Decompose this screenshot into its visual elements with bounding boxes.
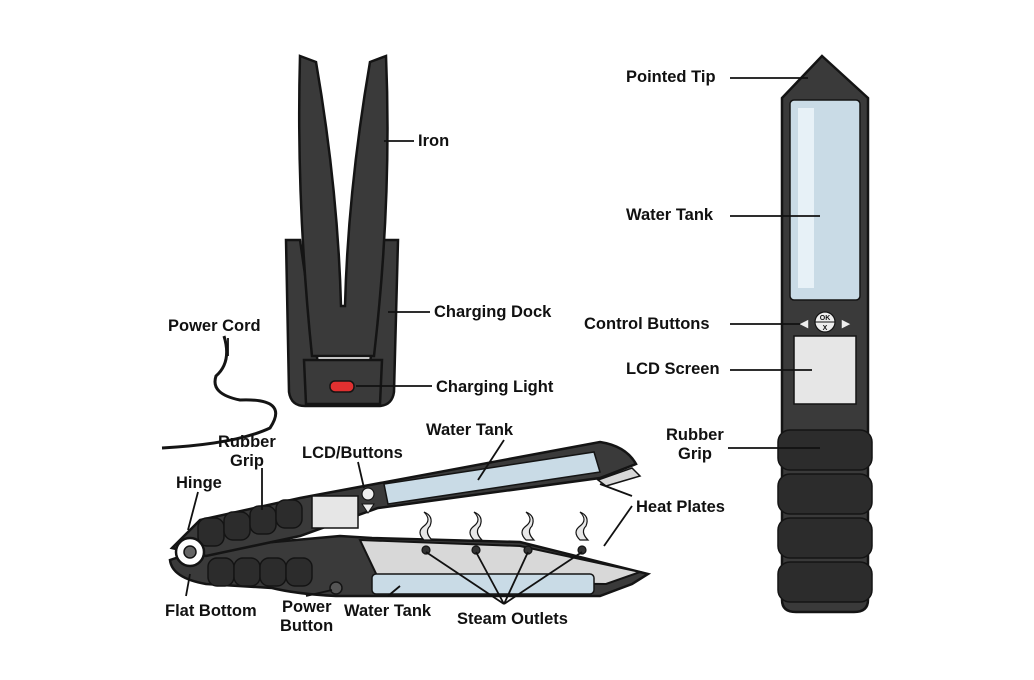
iron bbox=[299, 56, 387, 356]
label-rubber-grip-left-1: Rubber bbox=[218, 433, 276, 451]
charging-light bbox=[330, 381, 354, 392]
upper-lcd bbox=[312, 496, 358, 528]
label-control-buttons: Control Buttons bbox=[584, 315, 710, 333]
right-arrow-icon: ▶ bbox=[841, 317, 851, 330]
label-water-tank-bottom: Water Tank bbox=[344, 602, 432, 620]
label-lcd-screen: LCD Screen bbox=[626, 360, 720, 378]
label-rubber-grip-left-2: Grip bbox=[230, 452, 264, 470]
left-arrow-icon: ◀ bbox=[799, 317, 809, 330]
hinge-center bbox=[184, 546, 196, 558]
label-power-cord: Power Cord bbox=[168, 317, 261, 335]
label-hinge: Hinge bbox=[176, 474, 222, 492]
label-pointed-tip: Pointed Tip bbox=[626, 68, 716, 86]
label-power-button-1: Power bbox=[282, 598, 332, 616]
label-charging-dock: Charging Dock bbox=[434, 303, 552, 321]
label-power-button-2: Button bbox=[280, 617, 334, 635]
label-lcd-buttons: LCD/Buttons bbox=[302, 444, 403, 462]
front-water-highlight bbox=[798, 108, 814, 288]
label-charging-light: Charging Light bbox=[436, 378, 554, 396]
power-cord bbox=[162, 336, 276, 448]
label-water-tank-right: Water Tank bbox=[626, 206, 714, 224]
label-rubber-grip-right-1: Rubber bbox=[666, 426, 724, 444]
ok-button-label: OK bbox=[819, 315, 831, 322]
upper-ok-button bbox=[362, 488, 374, 500]
label-iron: Iron bbox=[418, 132, 450, 150]
cancel-button-label: X bbox=[822, 325, 828, 332]
power-button bbox=[330, 582, 342, 594]
label-steam-outlets: Steam Outlets bbox=[457, 610, 568, 628]
label-water-tank-left: Water Tank bbox=[426, 421, 514, 439]
front-view bbox=[778, 56, 872, 612]
iron-in-dock bbox=[162, 56, 398, 448]
label-heat-plates: Heat Plates bbox=[636, 498, 725, 516]
label-rubber-grip-right-2: Grip bbox=[678, 445, 712, 463]
label-flat-bottom: Flat Bottom bbox=[165, 602, 257, 620]
